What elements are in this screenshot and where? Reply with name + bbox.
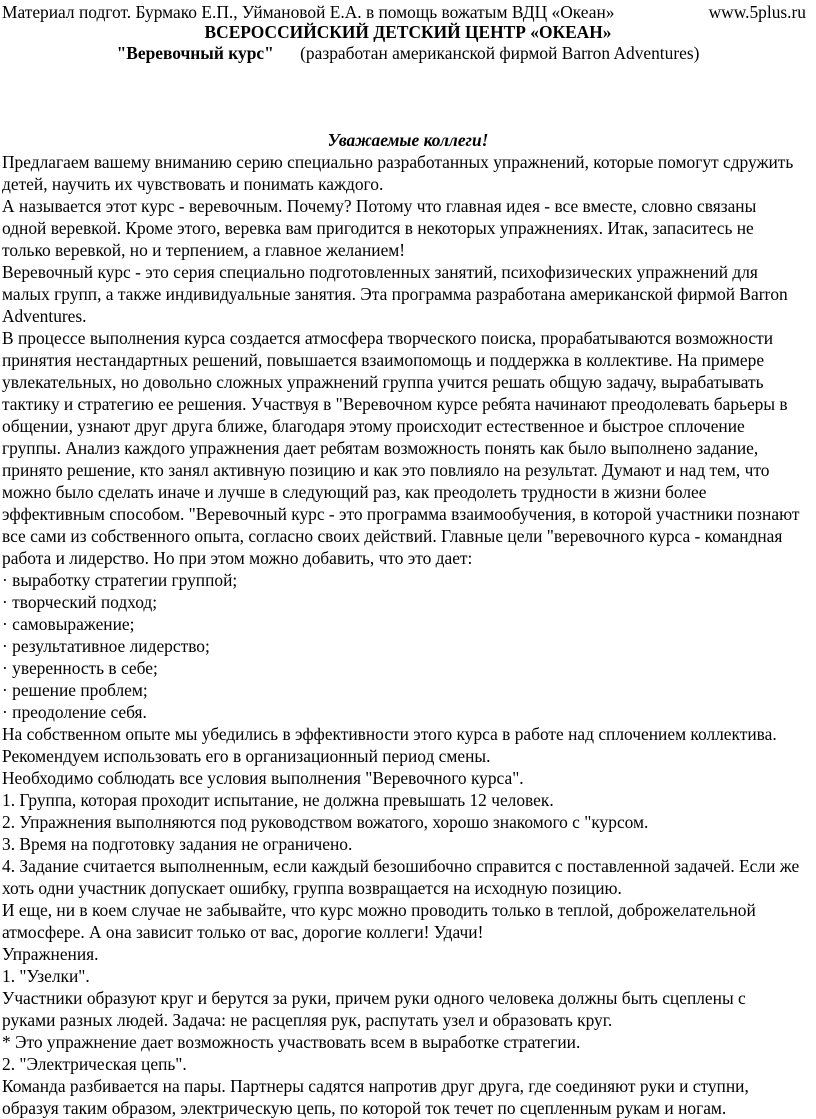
paragraph: А называется этот курс - веревочным. Почему? Потому что главная идея - все вместе, словно связаны одной веревкой. Кроме этого, веревка вам пригодится в некоторых упражнениях. Итак, запаситесь не только веревкой, но и терпением, а главное желанием! <box>2 196 757 260</box>
list-item: · самовыражение; <box>2 614 135 634</box>
paragraph: Веревочный курс - это серия специально подготовленных занятий, психофизических упражнений для малых групп, а также индивидуальные занятия. Эта программа разработана американской фирмой Barron Adventures. <box>2 262 788 326</box>
paragraph: Предлагаем вашему вниманию серию специально разработанных упражнений, которые помогут сдружить детей, научить их чувствовать и понимать каждого. <box>2 152 794 194</box>
header-source-line <box>2 1 806 23</box>
header-course-line <box>0 42 816 64</box>
paragraph: В процессе выполнения курса создается атмосфера творческого поиска, прорабатываются возможности принятия нестандартных решений, повышается взаимопомощь и поддержка в коллективе. На примере увлекательных, но довольно сложных упражнений группа учится решать общую задачу, вырабатывать тактику и стратегию ее решения. Участвуя в "Веревочном курсе ребята начинают преодолевать барьеры в общении, узнают друг друга ближе, благодаря этому происходит естественное и быстрое сплочение группы. Анализ каждого упражнения дает ребятам возможность понять как было выполнено задание, принято решение, кто занял активную позицию и как это повлияло на результат. Думают и над тем, что можно было сделать иначе и лучше в следующий раз, как преодолеть трудности в жизни более эффективным способом. "Веревочный курс - это программа взаимообучения, в которой участники познают все сами из собственного опыта, согласно своих действий. Главные цели "веревочного курса - командная работа и лидерство. Но при этом можно добавить, что это дает: <box>2 328 800 568</box>
list-item: · уверенность в себе; <box>2 658 158 678</box>
rule-item: 3. Время на подготовку задания не ограничено. <box>2 834 353 854</box>
rule-item: 4. Задание считается выполненным, если каждый безошибочно справится с поставленной задачей. Если же хоть одни участник допускает ошибку, группа возвращается на исходную позицию. <box>2 856 800 898</box>
course-title: "Веревочный курс" <box>116 43 274 63</box>
header-organization: ВСЕРОССИЙСКИЙ ДЕТСКИЙ ЦЕНТР «ОКЕАН» <box>204 22 612 42</box>
exercise-title: 1. "Узелки". <box>2 966 90 986</box>
list-item: · преодоление себя. <box>2 702 147 722</box>
header-source: Материал подгот. Бурмако Е.П., Уймановой Е.А. в помощь вожатым ВДЦ «Океан» <box>2 2 615 22</box>
paragraph: Команда разбивается на пары. Партнеры садятся напротив друг друга, где соединяют руки и ступни, образуя таким образом, электрическую цепь, по которой ток течет по сцепленным рукам и ногам. <box>2 1076 749 1118</box>
course-note: (разработан американской фирмой Barron Adventures) <box>300 43 700 63</box>
document-body <box>2 151 802 1119</box>
paragraph: И еще, ни в коем случае не забывайте, что курс можно проводить только в теплой, доброжелательной атмосфере. А она зависит только от вас, дорогие коллеги! Удачи! <box>2 900 756 942</box>
rule-item: 2. Упражнения выполняются под руководством вожатого, хорошо знакомого с "курсом. <box>2 812 649 832</box>
paragraph: На собственном опыте мы убедились в эффективности этого курса в работе над сплочением коллектива. Рекомендуем использовать его в организационный период смены. <box>2 724 777 766</box>
list-item: · решение проблем; <box>2 680 148 700</box>
paragraph: Необходимо соблюдать все условия выполнения "Веревочного курса". <box>2 768 524 788</box>
list-item: · результативное лидерство; <box>2 636 210 656</box>
greeting: Уважаемые коллеги! <box>327 130 489 150</box>
paragraph: Участники образуют круг и берутся за руки, причем руки одного человека должны быть сцеплены с руками разных людей. Задача: не расцепляя рук, распутать узел и образовать круг. <box>2 988 746 1030</box>
rule-item: 1. Группа, которая проходит испытание, не должна превышать 12 человек. <box>2 790 554 810</box>
list-item: · творческий подход; <box>2 592 158 612</box>
section-heading: Упражнения. <box>2 944 99 964</box>
list-item: · выработку стратегии группой; <box>2 570 238 590</box>
paragraph: * Это упражнение дает возможность участвовать всем в выработке стратегии. <box>2 1032 581 1052</box>
exercise-title: 2. "Электрическая цепь". <box>2 1054 187 1074</box>
header-site: www.5plus.ru <box>708 2 806 22</box>
